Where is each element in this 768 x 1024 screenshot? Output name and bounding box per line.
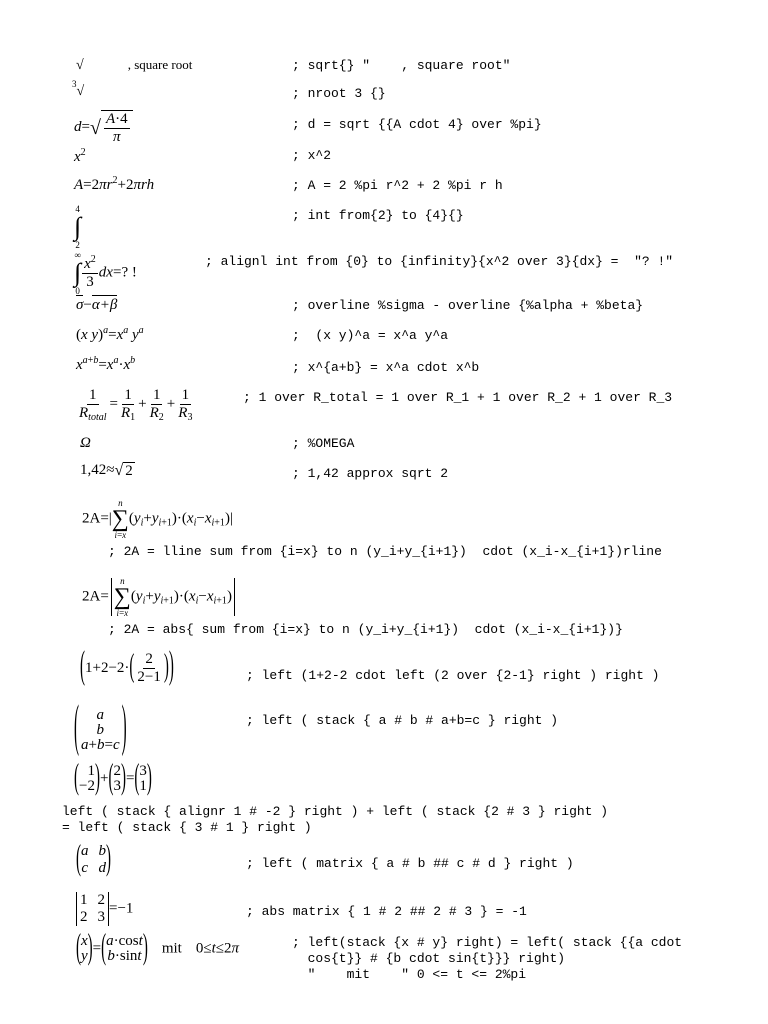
code-line: ; 1 over R_total = 1 over R_1 + 1 over R_2 + 1 over R_3 xyxy=(243,390,673,405)
formula-integral-2-4: 4 ∫ 2 xyxy=(74,204,82,250)
code-line: ; left (1+2-2 cdot left (2 over {2-1} right ) right ) xyxy=(246,668,660,683)
code-line: ; overline %sigma - overline {%alpha + %beta} xyxy=(292,298,644,313)
code-line: ; 2A = abs{ sum from {i=x} to n (y_i+y_{i+1}) cdot (x_i-x_{i+1})} xyxy=(108,622,623,637)
formula-power-sum: $x^{a+b}=x^a\cdot x^b$ xyxy=(76,355,136,373)
formula-integral-infinity: ∞ ∫ 0 $\frac{x^2}{3}$ dx=? ! xyxy=(74,250,137,296)
code-line: ; %OMEGA xyxy=(292,436,355,451)
formula-nroot: $^3$√ xyxy=(72,79,85,99)
code-line: left ( stack { alignr 1 # -2 } right ) + left ( stack {2 # 3 } right ) = left ( stack { 3 # 1 } right ) xyxy=(62,804,609,835)
formula-parametric: ( x y ) = ( a·cost b·sint ) mit 0≤t≤2π xyxy=(76,928,239,967)
code-line: ; nroot 3 {} xyxy=(292,86,386,101)
sqrt-label: , square root xyxy=(127,57,193,72)
code-line: ; sqrt{} " , square root" xyxy=(292,58,511,73)
code-line: ; 2A = lline sum from {i=x} to n (y_i+y_{i+1}) cdot (x_i-x_{i+1})rline xyxy=(108,544,662,559)
code-line: ; int from{2} to {4}{} xyxy=(292,208,464,223)
code-line: ; 1,42 approx sqrt 2 xyxy=(292,466,449,481)
code-line: ; d = sqrt {{A cdot 4} over %pi} xyxy=(292,117,542,132)
code-line: ; left(stack {x # y} right) = left( stack {{a cdot cos{t}} # {b cdot sin{t}}} right) " mit " 0 <= t <= 2%pi xyxy=(292,935,683,982)
code-line: ; left ( matrix { a # b ## c # d } right ) xyxy=(246,856,574,871)
formula-x-squared: $x^2$ xyxy=(74,147,86,165)
formula-vector-sum: ( 1 −2 ) + ( 2 3 ) = ( 3 1 ) xyxy=(74,758,152,797)
code-line: ; abs matrix { 1 # 2 ## 2 # 3 } = -1 xyxy=(246,904,527,919)
formula-d-sqrt: d= √ $\frac{A\cdot 4}{\pi}$ xyxy=(74,110,133,145)
formula-cylinder-area: $A=2\pi r^2+2\pi rh$ xyxy=(74,175,155,193)
formula-omega: Ω xyxy=(80,435,91,451)
formula-overline: σ−α+β xyxy=(76,297,118,313)
code-line: ; left ( stack { a # b # a+b=c } right ) xyxy=(246,713,559,728)
formula-determinant: 1 2 2 3 =−1 xyxy=(76,892,133,926)
formula-area-abs: 2A= n ∑ i=x $(y_i+y_{i+1})\cdot(x_i-x_{i+1})$ xyxy=(82,576,237,618)
formula-resistors: 1 $R_{total}$ = $\frac{1}{R_1}$ + $\frac{1}{R_2}$ + $\frac{1}{R_3}$ xyxy=(79,387,193,423)
code-line: ; x^{a+b} = x^a cdot x^b xyxy=(292,360,480,375)
formula-matrix: ( a b c d ) xyxy=(76,839,111,878)
formula-power-product: (x $y)^a=x^a$ $y^a$ xyxy=(76,325,144,343)
formula-stack-abc: ( a b a+b=c ) xyxy=(74,698,127,759)
formula-nested-parens: ( 1+2−2· ( 2 2−1 ) ) xyxy=(80,646,174,688)
formula-area-lline: 2A=| n ∑ i=x $(y_i+y_{i+1})\cdot(x_i-x_{i+1})|$ xyxy=(82,498,233,540)
code-line: ; x^2 xyxy=(292,148,332,163)
code-line: ; alignl int from {0} to {infinity}{x^2 over 3}{dx} = "? !" xyxy=(205,254,674,269)
code-line: ; (x y)^a = x^a y^a xyxy=(292,328,449,343)
formula-approx: 1,42≈ √ 2 xyxy=(80,461,133,479)
code-line: ; A = 2 %pi r^2 + 2 %pi r h xyxy=(292,178,503,193)
formula-sqrt: √ , square root xyxy=(76,57,193,73)
